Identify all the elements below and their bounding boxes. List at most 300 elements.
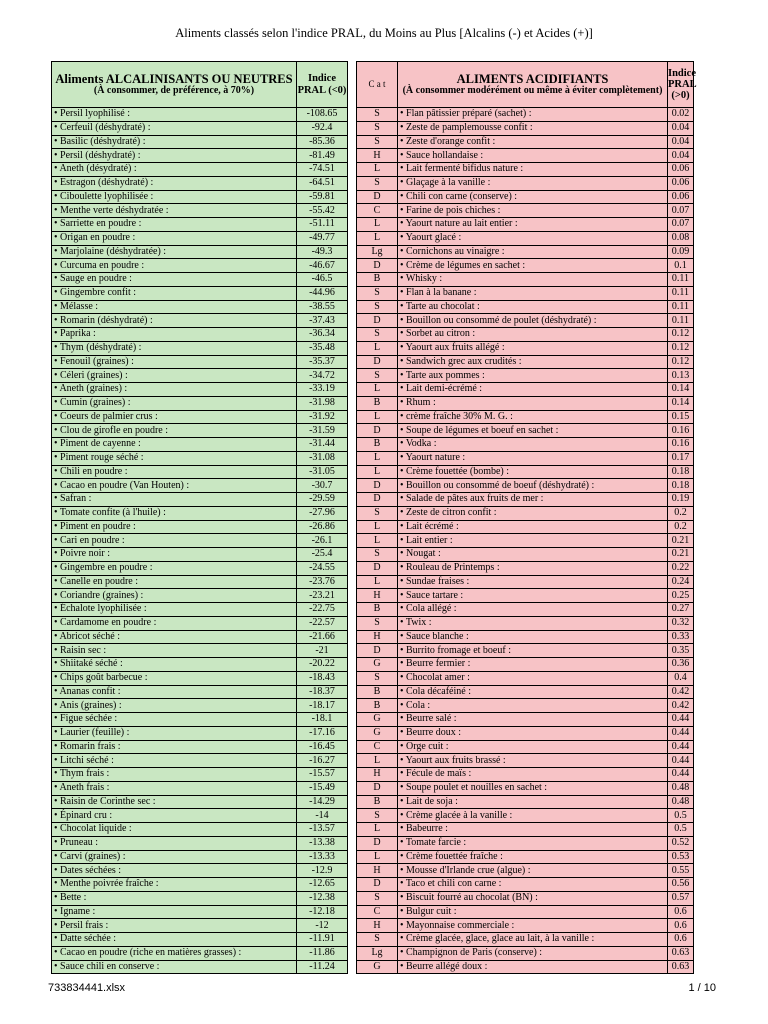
food-name: • Figue séchée : <box>52 713 297 727</box>
food-name: • Bette : <box>52 891 297 905</box>
table-row <box>52 231 348 245</box>
food-name: • Igname : <box>52 905 297 919</box>
table-row <box>52 919 348 933</box>
table-row <box>357 534 694 548</box>
table-row <box>52 726 348 740</box>
table-row <box>357 369 694 383</box>
table-row <box>52 891 348 905</box>
food-name: • Canelle en poudre : <box>52 575 297 589</box>
table-row <box>357 218 694 232</box>
table-row <box>357 809 694 823</box>
category-header: C a t <box>357 62 398 108</box>
table-row <box>52 768 348 782</box>
table-row <box>52 905 348 919</box>
pral-value: 0.44 <box>668 768 694 782</box>
food-name: • Aneth (graines) : <box>52 383 297 397</box>
acidic-header <box>398 62 668 108</box>
pral-value: -27.96 <box>297 506 348 520</box>
table-row <box>357 740 694 754</box>
food-name: • Piment en poudre : <box>52 520 297 534</box>
food-name: • Paprika : <box>52 328 297 342</box>
table-row <box>357 644 694 658</box>
pral-value: -34.72 <box>297 369 348 383</box>
pral-value: 0.2 <box>668 520 694 534</box>
food-name: • Cola décaféiné : <box>398 685 668 699</box>
food-name: • Tarte aux pommes : <box>398 369 668 383</box>
category-code: S <box>357 286 398 300</box>
pral-value: 0.24 <box>668 575 694 589</box>
category-code: L <box>357 383 398 397</box>
food-name: • Menthe poivrée fraîche : <box>52 878 297 892</box>
category-code: D <box>357 878 398 892</box>
table-row <box>52 534 348 548</box>
category-code: S <box>357 328 398 342</box>
pral-value: 0.06 <box>668 163 694 177</box>
table-row <box>357 933 694 947</box>
food-name: • Origan en poudre : <box>52 231 297 245</box>
table-row <box>52 823 348 837</box>
pral-value: -31.92 <box>297 410 348 424</box>
pral-value: 0.57 <box>668 891 694 905</box>
food-name: • Crème glacée à la vanille : <box>398 809 668 823</box>
pral-value: 0.6 <box>668 905 694 919</box>
food-name: • Cacao en poudre (riche en matières grasses) : <box>52 946 297 960</box>
table-row <box>357 424 694 438</box>
table-row <box>357 781 694 795</box>
table-row <box>357 850 694 864</box>
food-name: • Romarin frais : <box>52 740 297 754</box>
pral-value: 0.07 <box>668 204 694 218</box>
category-code: D <box>357 644 398 658</box>
food-name: • Cola : <box>398 699 668 713</box>
table-row <box>357 919 694 933</box>
table-row <box>52 438 348 452</box>
table-row <box>357 603 694 617</box>
category-code: L <box>357 850 398 864</box>
table-row <box>357 245 694 259</box>
pral-value: -59.81 <box>297 190 348 204</box>
category-code: B <box>357 685 398 699</box>
category-code: S <box>357 616 398 630</box>
table-row <box>52 671 348 685</box>
table-row <box>52 520 348 534</box>
pral-value: 0.32 <box>668 616 694 630</box>
pral-value: -21 <box>297 644 348 658</box>
food-name: • Yaourt glacé : <box>398 231 668 245</box>
pral-value: -46.67 <box>297 259 348 273</box>
table-row <box>52 149 348 163</box>
pral-value: -74.51 <box>297 163 348 177</box>
food-name: • Fenouil (graines) : <box>52 355 297 369</box>
pral-value: -22.75 <box>297 603 348 617</box>
pral-value: 0.35 <box>668 644 694 658</box>
table-row <box>52 850 348 864</box>
table-row <box>357 204 694 218</box>
category-code: H <box>357 630 398 644</box>
category-code: H <box>357 589 398 603</box>
pral-value: -17.16 <box>297 726 348 740</box>
food-name: • Mousse d'Irlande crue (algue) : <box>398 864 668 878</box>
alkaline-title: Aliments ALCALINISANTS OU NEUTRES <box>55 71 293 86</box>
pral-value: 0.48 <box>668 781 694 795</box>
pral-value: -16.45 <box>297 740 348 754</box>
category-code: S <box>357 300 398 314</box>
food-name: • Curcuma en poudre : <box>52 259 297 273</box>
food-name: • Bouillon ou consommé de poulet (déshydraté) : <box>398 314 668 328</box>
food-name: • Persil (déshydraté) : <box>52 149 297 163</box>
category-code: S <box>357 671 398 685</box>
category-code: D <box>357 314 398 328</box>
category-code: H <box>357 864 398 878</box>
food-name: • Mélasse : <box>52 300 297 314</box>
pral-value: -15.57 <box>297 768 348 782</box>
category-code: S <box>357 933 398 947</box>
table-row <box>52 121 348 135</box>
table-row <box>357 768 694 782</box>
food-name: • Échalote lyophilisée : <box>52 603 297 617</box>
pral-value: -55.42 <box>297 204 348 218</box>
food-name: • Ciboulette lyophilisée : <box>52 190 297 204</box>
food-name: • Sandwich grec aux crudités : <box>398 355 668 369</box>
category-code: G <box>357 960 398 974</box>
category-code: B <box>357 438 398 452</box>
food-name: • Épinard cru : <box>52 809 297 823</box>
table-row <box>357 190 694 204</box>
pral-value: -26.1 <box>297 534 348 548</box>
table-row <box>52 190 348 204</box>
table-row <box>357 575 694 589</box>
table-row <box>52 108 348 122</box>
food-name: • Tomate confite (à l'huile) : <box>52 506 297 520</box>
pral-value: 0.14 <box>668 383 694 397</box>
table-row <box>357 231 694 245</box>
food-name: • Taco et chili con carne : <box>398 878 668 892</box>
table-row <box>52 341 348 355</box>
pral-value: -18.43 <box>297 671 348 685</box>
table-row <box>357 823 694 837</box>
table-row <box>357 286 694 300</box>
food-name: • Gingembre confit : <box>52 286 297 300</box>
category-code: B <box>357 603 398 617</box>
category-code: D <box>357 561 398 575</box>
pral-value: 0.17 <box>668 451 694 465</box>
table-row <box>52 286 348 300</box>
food-name: • Sauge en poudre : <box>52 273 297 287</box>
table-row <box>357 699 694 713</box>
category-code: S <box>357 891 398 905</box>
pral-value: 0.44 <box>668 726 694 740</box>
category-code: B <box>357 699 398 713</box>
food-name: • Champignon de Paris (conserve) : <box>398 946 668 960</box>
food-name: • Coeurs de palmier crus : <box>52 410 297 424</box>
table-row <box>52 658 348 672</box>
table-row <box>52 616 348 630</box>
food-name: • Raisin sec : <box>52 644 297 658</box>
food-name: • Beurre fermier : <box>398 658 668 672</box>
category-code: D <box>357 781 398 795</box>
table-row <box>52 713 348 727</box>
pral-value: 0.25 <box>668 589 694 603</box>
table-row <box>357 685 694 699</box>
pral-value: -31.59 <box>297 424 348 438</box>
pral-value: 0.09 <box>668 245 694 259</box>
food-name: • Aneth (désydraté) : <box>52 163 297 177</box>
table-row <box>52 603 348 617</box>
table-row <box>52 369 348 383</box>
pral-value: 0.44 <box>668 754 694 768</box>
food-name: • Carvi (graines) : <box>52 850 297 864</box>
pral-value: -12.38 <box>297 891 348 905</box>
food-name: • Crème fouettée fraîche : <box>398 850 668 864</box>
table-row <box>52 465 348 479</box>
pral-value: 0.2 <box>668 506 694 520</box>
category-code: L <box>357 520 398 534</box>
pral-value: 0.18 <box>668 465 694 479</box>
table-row <box>52 740 348 754</box>
food-name: • Sauce tartare : <box>398 589 668 603</box>
pral-value: -13.38 <box>297 836 348 850</box>
table-row <box>357 878 694 892</box>
food-name: • Bulgur cuit : <box>398 905 668 919</box>
pral-value: -16.27 <box>297 754 348 768</box>
pral-value: 0.04 <box>668 149 694 163</box>
table-row <box>52 781 348 795</box>
pral-value: -35.48 <box>297 341 348 355</box>
food-name: • Estragon (déshydraté) : <box>52 176 297 190</box>
food-name: • Céleri (graines) : <box>52 369 297 383</box>
food-name: • Fécule de maïs : <box>398 768 668 782</box>
category-code: L <box>357 410 398 424</box>
table-row <box>357 451 694 465</box>
food-name: • crème fraîche 30% M. G. : <box>398 410 668 424</box>
category-code: L <box>357 163 398 177</box>
food-name: • Burrito fromage et boeuf : <box>398 644 668 658</box>
food-name: • Safran : <box>52 493 297 507</box>
table-row <box>52 575 348 589</box>
food-name: • Zeste de pamplemousse confit : <box>398 121 668 135</box>
food-name: • Sarriette en poudre : <box>52 218 297 232</box>
table-row <box>357 891 694 905</box>
pral-value: -46.5 <box>297 273 348 287</box>
table-row <box>52 699 348 713</box>
category-code: L <box>357 451 398 465</box>
table-row <box>357 616 694 630</box>
food-name: • Cumin (graines) : <box>52 396 297 410</box>
food-name: • Cardamome en poudre : <box>52 616 297 630</box>
table-row <box>357 176 694 190</box>
category-code: D <box>357 836 398 850</box>
table-row <box>52 809 348 823</box>
category-code: L <box>357 823 398 837</box>
food-name: • Beurre doux : <box>398 726 668 740</box>
pral-value: -81.49 <box>297 149 348 163</box>
pral-value: -37.43 <box>297 314 348 328</box>
food-name: • Yaourt nature au lait entier : <box>398 218 668 232</box>
category-code: H <box>357 768 398 782</box>
category-code: D <box>357 424 398 438</box>
category-code: Lg <box>357 946 398 960</box>
food-name: • Chocolat amer : <box>398 671 668 685</box>
food-name: • Crème glacée, glace, glace au lait, à la vanille : <box>398 933 668 947</box>
food-name: • Flan pâtissier préparé (sachet) : <box>398 108 668 122</box>
category-code: G <box>357 658 398 672</box>
table-row <box>52 163 348 177</box>
table-row <box>357 658 694 672</box>
pral-value: -31.08 <box>297 451 348 465</box>
table-row <box>52 630 348 644</box>
food-name: • Cari en poudre : <box>52 534 297 548</box>
table-row <box>52 410 348 424</box>
food-name: • Shiitaké séché : <box>52 658 297 672</box>
table-row <box>52 506 348 520</box>
food-name: • Nougat : <box>398 548 668 562</box>
pral-value: -30.7 <box>297 479 348 493</box>
table-row <box>52 355 348 369</box>
table-row <box>52 176 348 190</box>
table-row <box>52 396 348 410</box>
category-code: B <box>357 396 398 410</box>
food-name: • Abricot séché : <box>52 630 297 644</box>
food-name: • Yaourt aux fruits allégé : <box>398 341 668 355</box>
food-name: • Salade de pâtes aux fruits de mer : <box>398 493 668 507</box>
pral-value: -18.1 <box>297 713 348 727</box>
table-row <box>52 493 348 507</box>
category-code: L <box>357 534 398 548</box>
table-row <box>357 259 694 273</box>
pral-value: -64.51 <box>297 176 348 190</box>
category-code: G <box>357 726 398 740</box>
table-row <box>357 754 694 768</box>
food-name: • Tarte au chocolat : <box>398 300 668 314</box>
table-row <box>52 204 348 218</box>
table-row <box>52 685 348 699</box>
food-name: • Aneth frais : <box>52 781 297 795</box>
table-row <box>52 946 348 960</box>
pral-value: -11.86 <box>297 946 348 960</box>
pral-value: 0.55 <box>668 864 694 878</box>
pral-value: -12.18 <box>297 905 348 919</box>
pral-value: 0.08 <box>668 231 694 245</box>
pral-value: -44.96 <box>297 286 348 300</box>
category-code: L <box>357 465 398 479</box>
pral-value: 0.6 <box>668 933 694 947</box>
pral-value: -38.55 <box>297 300 348 314</box>
pral-value: -108.65 <box>297 108 348 122</box>
pral-value: -20.22 <box>297 658 348 672</box>
pral-value: 0.19 <box>668 493 694 507</box>
category-code: S <box>357 369 398 383</box>
pral-value: -18.37 <box>297 685 348 699</box>
table-row <box>52 383 348 397</box>
pral-value: -92.4 <box>297 121 348 135</box>
acidic-index-header: Indice PRAL (>0) <box>668 62 694 108</box>
food-name: • Bouillon ou consommé de boeuf (déshydraté) : <box>398 479 668 493</box>
food-name: • Piment rouge séché : <box>52 451 297 465</box>
table-row <box>52 259 348 273</box>
pral-value: 0.21 <box>668 534 694 548</box>
food-name: • Chili con carne (conserve) : <box>398 190 668 204</box>
footer-filename: 733834441.xlsx <box>48 982 126 994</box>
acidic-foods-table <box>356 61 697 974</box>
table-row <box>357 905 694 919</box>
category-code: B <box>357 795 398 809</box>
food-name: • Raisin de Corinthe sec : <box>52 795 297 809</box>
pral-value: -51.11 <box>297 218 348 232</box>
food-name: • Coriandre (graines) : <box>52 589 297 603</box>
category-code: Lg <box>357 245 398 259</box>
food-name: • Zeste d'orange confit : <box>398 135 668 149</box>
category-code: H <box>357 149 398 163</box>
food-name: • Chips goût barbecue : <box>52 671 297 685</box>
food-name: • Soupe de légumes et boeuf en sachet : <box>398 424 668 438</box>
pral-value: 0.42 <box>668 685 694 699</box>
food-name: • Mayonnaise commerciale : <box>398 919 668 933</box>
category-code: L <box>357 218 398 232</box>
category-code: S <box>357 548 398 562</box>
pral-value: 0.11 <box>668 300 694 314</box>
pral-value: 0.4 <box>668 671 694 685</box>
pral-value: 0.48 <box>668 795 694 809</box>
food-name: • Menthe verte déshydratée : <box>52 204 297 218</box>
table-row <box>52 561 348 575</box>
table-row <box>357 946 694 960</box>
category-code: L <box>357 341 398 355</box>
category-code: H <box>357 919 398 933</box>
pral-value: 0.56 <box>668 878 694 892</box>
category-code: S <box>357 506 398 520</box>
category-code: S <box>357 809 398 823</box>
food-name: • Zeste de citron confit : <box>398 506 668 520</box>
food-name: • Lait fermenté bifidus nature : <box>398 163 668 177</box>
pral-value: 0.6 <box>668 919 694 933</box>
pral-value: 0.06 <box>668 190 694 204</box>
pral-value: 0.36 <box>668 658 694 672</box>
pral-value: -23.76 <box>297 575 348 589</box>
table-row <box>52 933 348 947</box>
footer-page-number: 1 / 10 <box>688 982 716 994</box>
food-name: • Basilic (déshydraté) : <box>52 135 297 149</box>
pral-value: 0.12 <box>668 328 694 342</box>
pral-value: 0.04 <box>668 135 694 149</box>
table-row <box>357 713 694 727</box>
table-row <box>357 726 694 740</box>
food-name: • Cacao en poudre (Van Houten) : <box>52 479 297 493</box>
pral-value: 0.52 <box>668 836 694 850</box>
table-row <box>357 355 694 369</box>
food-name: • Cerfeuil (déshydraté) : <box>52 121 297 135</box>
food-name: • Beurre salé : <box>398 713 668 727</box>
category-code: G <box>357 713 398 727</box>
food-name: • Persil lyophilisé : <box>52 108 297 122</box>
table-row <box>52 589 348 603</box>
table-row <box>357 506 694 520</box>
category-code: D <box>357 190 398 204</box>
pral-value: 0.07 <box>668 218 694 232</box>
table-row <box>52 328 348 342</box>
food-name: • Yaourt aux fruits brassé : <box>398 754 668 768</box>
pral-value: -31.05 <box>297 465 348 479</box>
food-name: • Datte séchée : <box>52 933 297 947</box>
pral-value: 0.44 <box>668 740 694 754</box>
table-row <box>52 314 348 328</box>
table-row <box>357 410 694 424</box>
category-code: L <box>357 754 398 768</box>
pral-value: 0.21 <box>668 548 694 562</box>
food-name: • Poivre noir : <box>52 548 297 562</box>
pral-value: -29.59 <box>297 493 348 507</box>
pral-value: 0.33 <box>668 630 694 644</box>
pral-value: 0.27 <box>668 603 694 617</box>
